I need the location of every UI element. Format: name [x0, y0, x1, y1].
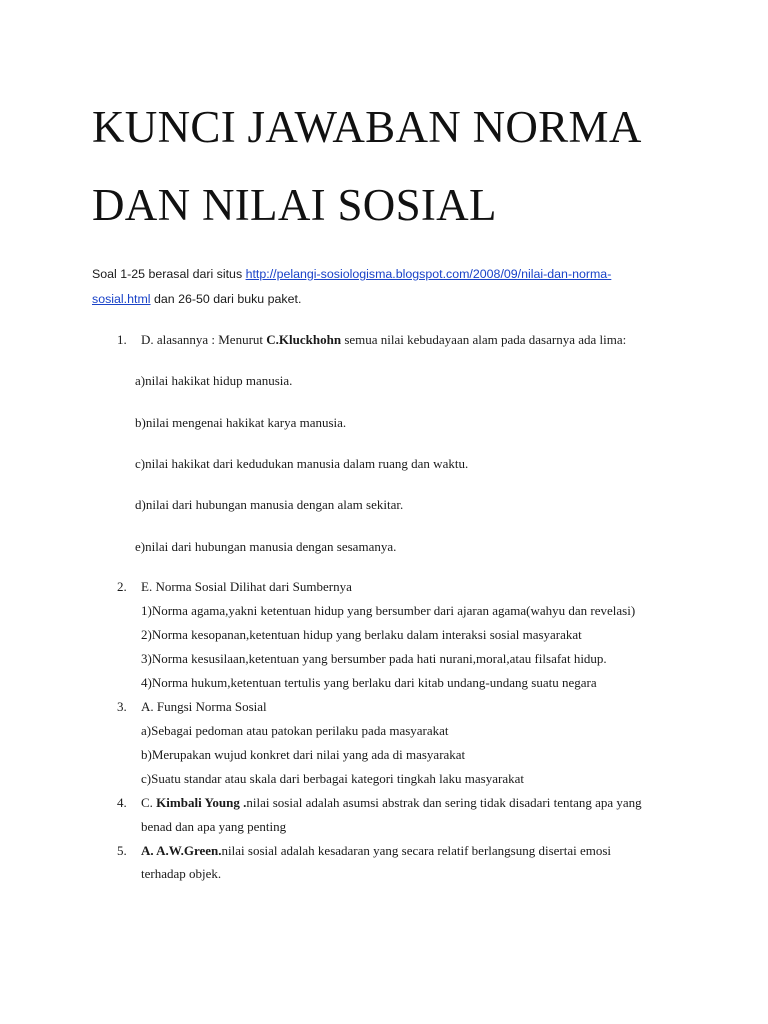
sub-point: 4)Norma hukum,ketentuan tertulis yang berlaku dari kitab undang-undang suatu negara: [141, 675, 597, 690]
item-rest: semua nilai kebudayaan alam pada dasarnya ada lima:: [341, 332, 627, 347]
item-lead: C.: [141, 795, 157, 810]
sub-point: b)Merupakan wujud konkret dari nilai yang ada di masyarakat: [141, 747, 466, 762]
source-link-continued[interactable]: sosial.html: [92, 292, 151, 306]
item-rest: nilai sosial adalah kesadaran yang secara relatif berlangsung disertai emosi: [221, 843, 612, 858]
sub-point: c)Suatu standar atau skala dari berbagai kategori tingkah laku masyarakat: [141, 771, 524, 786]
item-answer-line: [141, 795, 642, 811]
item-rest: nilai sosial adalah asumsi abstrak dan sering tidak disadari tentang apa yang: [246, 795, 642, 810]
sub-point: 2)Norma kesopanan,ketentuan hidup yang berlaku dalam interaksi sosial masyarakat: [141, 627, 582, 642]
item-number: 5.: [117, 843, 127, 858]
item-bold-name: A. A.W.Green.: [141, 843, 222, 858]
sub-point: a)Sebagai pedoman atau patokan perilaku pada masyarakat: [141, 723, 449, 738]
sub-point: b)nilai mengenai hakikat karya manusia.: [135, 415, 347, 430]
item-continuation: terhadap objek.: [141, 866, 222, 881]
item-answer-line: E. Norma Sosial Dilihat dari Sumbernya: [141, 579, 352, 594]
item-answer-line: A. Fungsi Norma Sosial: [141, 699, 267, 714]
sub-point: 3)Norma kesusilaan,ketentuan yang bersumber pada hati nurani,moral,atau filsafat hidup.: [141, 651, 607, 666]
item-number: 2.: [117, 579, 127, 594]
item-number: 3.: [117, 699, 127, 714]
item-number: 1.: [117, 332, 127, 347]
item-continuation: benad dan apa yang penting: [141, 819, 287, 834]
item-bold-name: Kimbali Young .: [156, 795, 247, 810]
item-answer-line: [141, 843, 611, 859]
item-answer-line: [141, 332, 626, 348]
title-line-1: KUNCI JAWABAN NORMA: [92, 102, 642, 152]
intro-paragraph: [92, 262, 692, 312]
item-lead: D. alasannya : Menurut: [141, 332, 267, 347]
sub-point: a)nilai hakikat hidup manusia.: [135, 373, 293, 388]
title-line-2: DAN NILAI SOSIAL: [92, 180, 497, 230]
document-title: [92, 88, 732, 244]
item-number: 4.: [117, 795, 127, 810]
sub-point: e)nilai dari hubungan manusia dengan sesamanya.: [135, 539, 397, 554]
intro-prefix: Soal 1-25 berasal dari situs: [92, 267, 246, 281]
intro-suffix: dan 26-50 dari buku paket.: [150, 292, 302, 306]
item-bold-name: C.Kluckhohn: [266, 332, 342, 347]
sub-point: 1)Norma agama,yakni ketentuan hidup yang bersumber dari ajaran agama(wahyu dan revelasi): [141, 603, 636, 618]
sub-point: c)nilai hakikat dari kedudukan manusia dalam ruang dan waktu.: [135, 456, 469, 471]
source-link[interactable]: http://pelangi-sosiologisma.blogspot.com/2008/09/nilai-dan-norma-: [245, 267, 612, 281]
sub-point: d)nilai dari hubungan manusia dengan alam sekitar.: [135, 497, 404, 512]
